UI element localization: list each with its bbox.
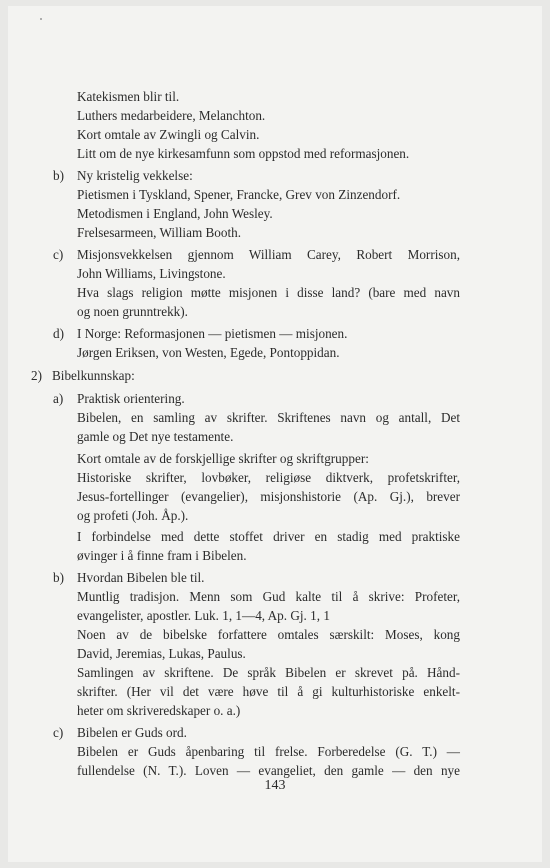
text-line: og profeti (Joh. Åp.). — [77, 508, 189, 523]
item-label: c) — [53, 725, 64, 740]
text-line: Bibelen er Guds åpenbaring til frelse. Forberedelse (G. T.) — — [77, 744, 460, 759]
text-line: Kort omtale av de forskjellige skrifter og skriftgrupper: — [77, 451, 369, 466]
text-line: Frelsesarmeen, William Booth. — [77, 225, 242, 240]
text-line: Pietismen i Tyskland, Spener, Francke, Grev von Zinzendorf. — [77, 187, 401, 202]
item-label: a) — [53, 391, 64, 406]
text-line: fullendelse (N. T.). Loven — evangeliet, den gamle — den nye — [77, 763, 460, 778]
text-line: Kort omtale av Zwingli og Calvin. — [77, 127, 260, 142]
page-speck — [40, 18, 42, 20]
text-line: Litt om de nye kirkesamfunn som oppstod med reformasjonen. — [77, 146, 410, 161]
text-line: Hva slags religion møtte misjonen i disse land? (bare med navn — [77, 285, 460, 300]
text-line: Misjonsvekkelsen gjennom William Carey, Robert Morrison, — [77, 247, 460, 262]
text-line: John Williams, Livingstone. — [77, 266, 226, 281]
text-line: Jesus-fortellinger (evangelier), misjonshistorie (Ap. Gj.), brever — [77, 489, 460, 504]
text-line: David, Jeremias, Lukas, Paulus. — [77, 646, 246, 661]
text-line: Muntlig tradisjon. Menn som Gud kalte til å skrive: Profeter, — [77, 589, 460, 604]
text-line: og noen grunntrekk). — [77, 304, 188, 319]
section-heading: Bibelkunnskap: — [52, 368, 135, 383]
text-line: Historiske skrifter, lovbøker, religiøse diktverk, profetskrifter, — [77, 470, 460, 485]
text-line: skrifter. (Her vil det være høve til å gi kulturhistoriske enkelt- — [77, 684, 460, 699]
text-line: Bibelen, en samling av skrifter. Skriftenes navn og antall, Det — [77, 410, 460, 425]
section-label: 2) — [31, 368, 42, 383]
page-number: 143 — [264, 778, 286, 793]
text-line: Hvordan Bibelen ble til. — [77, 570, 205, 585]
text-line: I forbindelse med dette stoffet driver en stadig med praktiske — [77, 529, 460, 544]
item-label: b) — [53, 570, 64, 585]
item-label: c) — [53, 247, 64, 262]
text-line: Luthers medarbeidere, Melanchton. — [77, 108, 266, 123]
text-line: Jørgen Eriksen, von Westen, Egede, Pontoppidan. — [77, 345, 340, 360]
text-line: I Norge: Reformasjonen — pietismen — misjonen. — [77, 326, 348, 341]
text-line: øvinger i å finne fram i Bibelen. — [77, 548, 247, 563]
text-line: evangelister, apostler. Luk. 1, 1—4, Ap. Gj. 1, 1 — [77, 608, 330, 623]
text-line: Noen av de bibelske forfattere omtales særskilt: Moses, kong — [77, 627, 460, 642]
item-label: b) — [53, 168, 64, 183]
text-line: gamle og Det nye testamente. — [77, 429, 234, 444]
text-line: Ny kristelig vekkelse: — [77, 168, 193, 183]
text-line: Samlingen av skriftene. De språk Bibelen er skrevet på. Hånd- — [77, 665, 460, 680]
item-label: d) — [53, 326, 64, 341]
text-line: heter om skriveredskaper o. a.) — [77, 703, 241, 718]
text-line: Bibelen er Guds ord. — [77, 725, 187, 740]
text-line: Praktisk orientering. — [77, 391, 185, 406]
text-line: Metodismen i England, John Wesley. — [77, 206, 273, 221]
text-line: Katekismen blir til. — [77, 89, 180, 104]
